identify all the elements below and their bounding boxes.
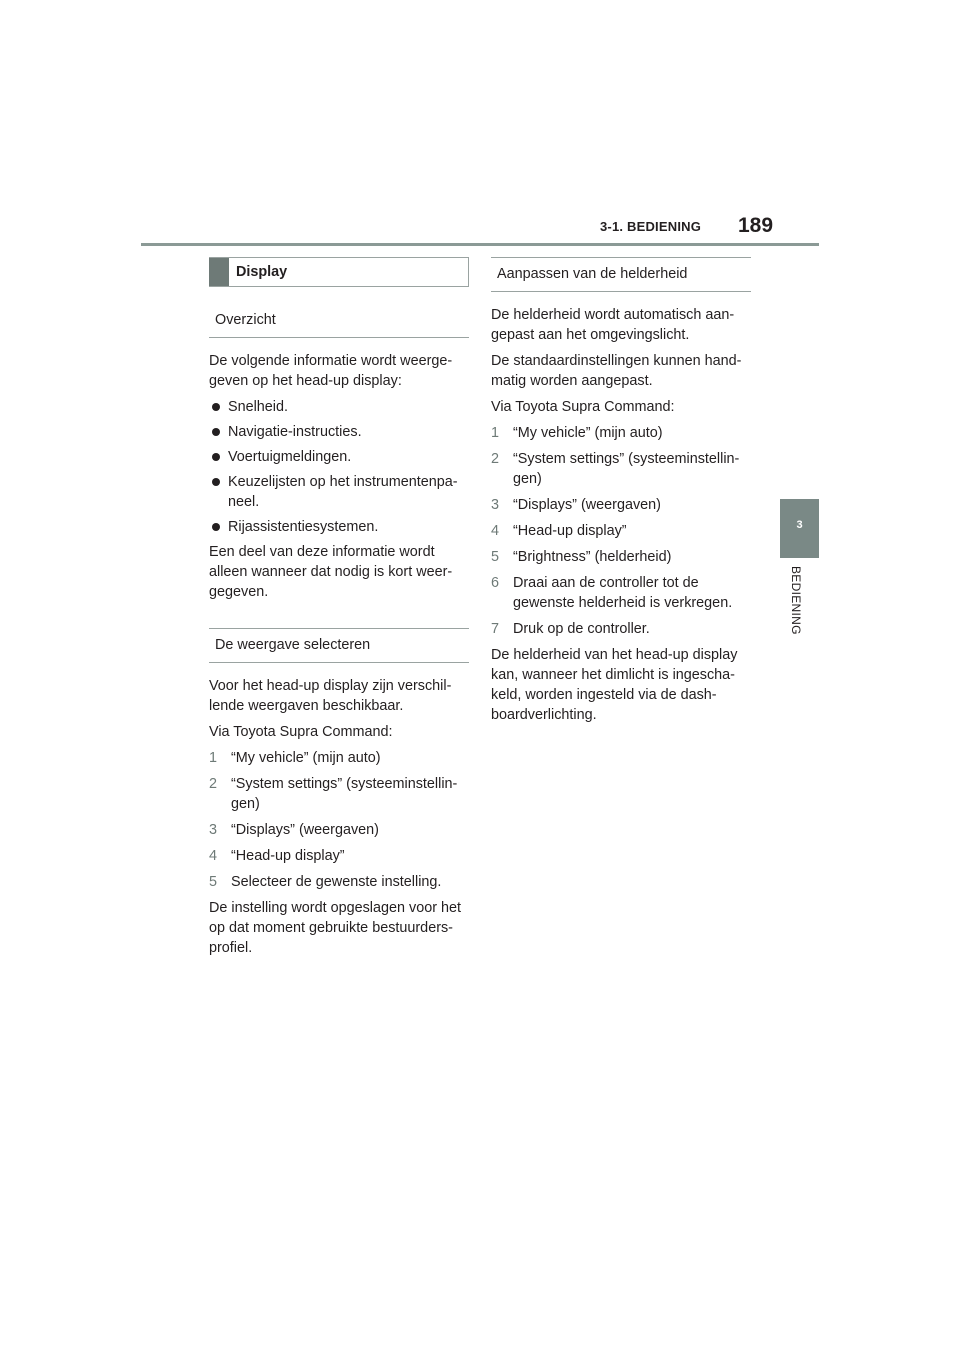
info-list bbox=[209, 397, 469, 537]
list-item bbox=[209, 472, 469, 512]
brightness-closing: De helderheid van het head-up display kan, wanneer het dimlicht is ingescha-keld, worden ingesteld via de dash-boardverlichting. bbox=[491, 647, 738, 723]
chapter-label-wrap bbox=[780, 566, 819, 646]
bullet-icon bbox=[212, 428, 220, 436]
step-item bbox=[491, 547, 751, 567]
step-text: “System settings” (systeeminstellin-gen) bbox=[231, 776, 458, 812]
list-item-text: Voertuigmeldingen. bbox=[228, 449, 352, 465]
via-command: Via Toyota Supra Command: bbox=[209, 724, 393, 740]
step-number: 1 bbox=[209, 750, 218, 766]
step-number: 6 bbox=[491, 575, 500, 591]
step-item bbox=[491, 423, 751, 443]
step-list bbox=[209, 748, 469, 892]
chapter-number: 3 bbox=[796, 519, 803, 531]
step-text: Draai aan de controller tot de gewenste helderheid is verkregen. bbox=[513, 575, 733, 611]
left-column bbox=[209, 257, 469, 964]
step-item bbox=[491, 573, 751, 613]
step-item bbox=[209, 748, 469, 768]
step-number: 4 bbox=[209, 848, 218, 864]
overview-heading: Overzicht bbox=[209, 305, 469, 338]
select-closing: De instelling wordt opgeslagen voor het op dat moment gebruikte bestuurders-profiel. bbox=[209, 900, 461, 956]
bullet-icon bbox=[212, 453, 220, 461]
step-text: “Displays” (weergaven) bbox=[231, 822, 379, 838]
step-text: “Brightness” (helderheid) bbox=[513, 549, 672, 565]
header-rule bbox=[141, 243, 819, 246]
right-column bbox=[491, 257, 751, 731]
via-command: Via Toyota Supra Command: bbox=[491, 399, 675, 415]
chapter-label: BEDIENING bbox=[789, 566, 803, 635]
select-heading: De weergave selecteren bbox=[209, 628, 469, 663]
step-number: 3 bbox=[491, 497, 500, 513]
list-item-text: Snelheid. bbox=[228, 399, 289, 415]
brightness-p1: De helderheid wordt automatisch aan-gepast aan het omgevingslicht. bbox=[491, 307, 735, 343]
step-text: “Head-up display” bbox=[513, 523, 627, 539]
step-text: Druk op de controller. bbox=[513, 621, 650, 637]
step-list bbox=[491, 423, 751, 639]
step-number: 2 bbox=[491, 451, 500, 467]
step-item bbox=[491, 449, 751, 489]
step-item bbox=[209, 846, 469, 866]
brightness-p2: De standaardinstellingen kunnen hand-matig worden aangepast. bbox=[491, 353, 742, 389]
step-text: “System settings” (systeeminstellin-gen) bbox=[513, 451, 740, 487]
step-item bbox=[491, 521, 751, 541]
step-item bbox=[209, 820, 469, 840]
step-item bbox=[209, 774, 469, 814]
step-text: “My vehicle” (mijn auto) bbox=[231, 750, 381, 766]
list-item bbox=[209, 397, 469, 417]
list-item-text: Navigatie-instructies. bbox=[228, 424, 362, 440]
step-number: 2 bbox=[209, 776, 218, 792]
list-item bbox=[209, 517, 469, 537]
list-item-text: Keuzelijsten op het instrumentenpa-neel. bbox=[228, 474, 458, 510]
step-number: 4 bbox=[491, 523, 500, 539]
step-number: 1 bbox=[491, 425, 500, 441]
step-text: “Head-up display” bbox=[231, 848, 345, 864]
main-heading-title: Display bbox=[236, 264, 288, 280]
heading-marker bbox=[209, 258, 229, 286]
step-text: “My vehicle” (mijn auto) bbox=[513, 425, 663, 441]
step-number: 5 bbox=[491, 549, 500, 565]
step-number: 5 bbox=[209, 874, 218, 890]
step-item bbox=[491, 619, 751, 639]
brightness-heading: Aanpassen van de helderheid bbox=[491, 257, 751, 292]
bullet-icon bbox=[212, 523, 220, 531]
step-number: 7 bbox=[491, 621, 500, 637]
list-item-text: Rijassistentiesystemen. bbox=[228, 519, 379, 535]
bullet-icon bbox=[212, 478, 220, 486]
select-intro: Voor het head-up display zijn verschil-lende weergaven beschikbaar. bbox=[209, 678, 452, 714]
chapter-tab bbox=[780, 499, 819, 558]
list-item bbox=[209, 447, 469, 467]
overview-note: Een deel van deze informatie wordt alleen wanneer dat nodig is kort weer-gegeven. bbox=[209, 544, 453, 600]
step-text: Selecteer de gewenste instelling. bbox=[231, 874, 442, 890]
step-number: 3 bbox=[209, 822, 218, 838]
step-item bbox=[491, 495, 751, 515]
section-title: 3-1. BEDIENING bbox=[600, 219, 702, 234]
step-text: “Displays” (weergaven) bbox=[513, 497, 661, 513]
page-number: 189 bbox=[738, 214, 774, 237]
bullet-icon bbox=[212, 403, 220, 411]
main-heading bbox=[209, 257, 469, 287]
step-item bbox=[209, 872, 469, 892]
list-item bbox=[209, 422, 469, 442]
overview-intro: De volgende informatie wordt weerge-geven op het head-up display: bbox=[209, 353, 453, 389]
